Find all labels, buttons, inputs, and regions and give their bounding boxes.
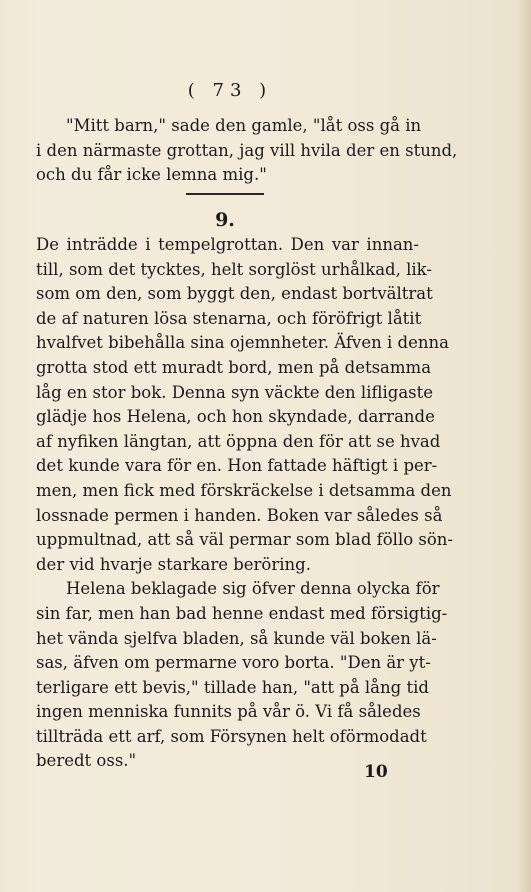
- continuation-paragraph: [36, 114, 458, 188]
- paragraph-2: [36, 577, 448, 774]
- text-line: terligare ett bevis," tillade han, "att på lång tid: [36, 677, 429, 697]
- text-line: het vända sjelfva bladen, så kunde väl boken lä-: [36, 628, 437, 648]
- text-line: sin far, men han bad henne endast med försigtig-: [36, 603, 448, 623]
- text-line: Helena beklagade sig öfver denna olycka för: [66, 579, 440, 599]
- page-number: ( 73 ): [187, 80, 273, 101]
- chapter-number: 9.: [215, 209, 235, 231]
- signature-mark: 10: [364, 762, 388, 782]
- chapter-body: [36, 233, 454, 774]
- text-line: ingen menniska funnits på vår ö. Vi få således: [36, 702, 421, 722]
- text-line: men, men fick med förskräckelse i detsamma den: [36, 480, 452, 500]
- text-line: lossnade permen i handen. Boken var således så: [36, 505, 443, 525]
- paragraph-1: [36, 233, 454, 577]
- text-line: till, som det tycktes, helt sorglöst urhålkad, lik-: [36, 259, 432, 279]
- text-line: der vid hvarje starkare beröring.: [36, 554, 311, 574]
- text-line: uppmultnad, att så väl permar som blad föllo sön-: [36, 530, 454, 550]
- text-line: som om den, som byggt den, endast bortvältrat: [36, 284, 433, 304]
- text-line: sas, äfven om permarne voro borta. "Den är yt-: [36, 653, 431, 673]
- text-line: af nyfiken längtan, att öppna den för att se hvad: [36, 431, 441, 451]
- text-line: och du får icke lemna mig.": [36, 165, 267, 185]
- page-edge-shadow: [517, 0, 531, 892]
- text-line: det kunde vara för en. Hon fattade häftigt i per-: [36, 456, 438, 476]
- text-line: "Mitt barn," sade den gamle, "låt oss gå in: [66, 116, 422, 135]
- text-line: De inträdde i tempelgrottan. Den var innan-: [36, 235, 419, 254]
- text-line: de af naturen lösa stenarna, och föröfrigt låtit: [36, 308, 422, 328]
- section-divider: [186, 193, 264, 195]
- text-line: tillträda ett arf, som Försynen helt oförmodadt: [36, 726, 427, 746]
- text-line: låg en stor bok. Denna syn väckte den lifligaste: [36, 382, 434, 402]
- text-line: hvalfvet bibehålla sina ojemnheter. Äfven i denna: [36, 333, 449, 353]
- text-line: i den närmaste grottan, jag vill hvila der en stund,: [36, 140, 458, 160]
- text-line: glädje hos Helena, och hon skyndade, darrande: [36, 407, 435, 427]
- text-line: beredt oss.": [36, 751, 137, 771]
- text-line: grotta stod ett muradt bord, men på detsamma: [36, 357, 432, 377]
